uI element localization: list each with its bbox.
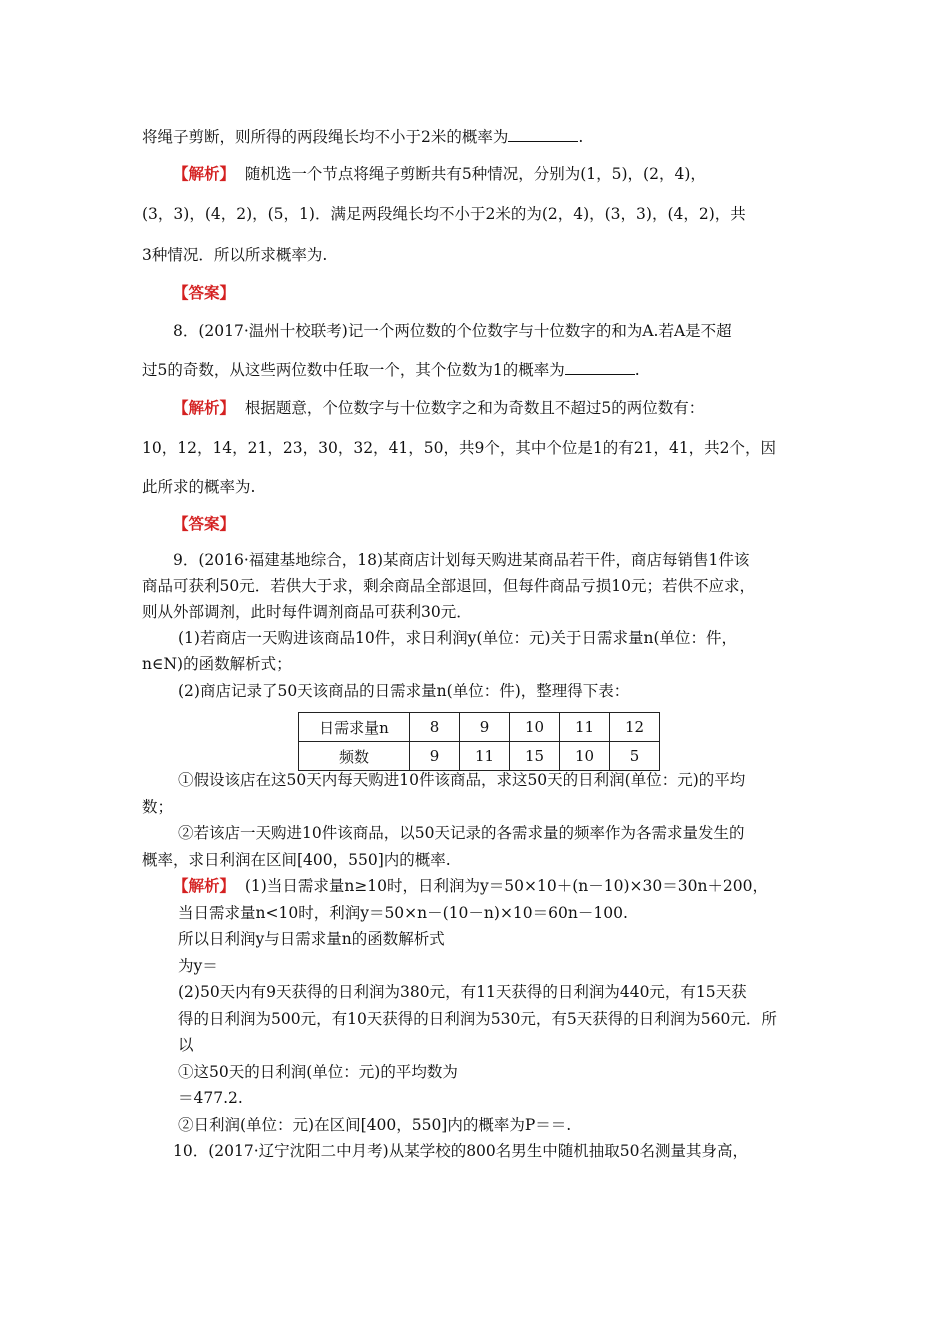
analysis-tag: 【解析】 xyxy=(173,876,236,895)
q8-line1: 8．(2017·温州十校联考)记一个两位数的个位数字与十位数字的和为A.若A是不超 xyxy=(173,322,732,340)
table-header-cell: 频数 xyxy=(299,742,410,771)
q8-answer-tag: 【答案】 xyxy=(173,514,236,533)
answer-blank xyxy=(565,360,635,375)
table-cell: 10 xyxy=(510,713,560,742)
table-cell: 10 xyxy=(560,742,610,771)
q9-line3: 则从外部调剂，此时每件调剂商品可获利30元． xyxy=(142,603,472,621)
q9-part2: (2)商店记录了50天该商品的日需求量n(单位：件)，整理得下表： xyxy=(178,682,630,700)
q7-analysis3: 3种情况．所以所求概率为. xyxy=(142,246,328,264)
table-cell: 11 xyxy=(560,713,610,742)
q7-line1: 将绳子剪断，则所得的两段绳长均不小于2米的概率为 . xyxy=(142,128,584,146)
table-row xyxy=(299,742,660,771)
q9-analysis3: 所以日利润y与日需求量n的函数解析式 xyxy=(178,930,445,948)
q9-analysis4: 为y＝ xyxy=(178,957,218,975)
q9-analysis7: 以 xyxy=(178,1036,194,1054)
q8-analysis1: 【解析】 根据题意，个位数字与十位数字之和为奇数且不超过5的两位数有： xyxy=(173,398,705,417)
q9-analysis1: 【解析】 (1)当日需求量n≥10时，日利润为y＝50×10＋(n－10)×30＝30n＋200， xyxy=(173,876,769,895)
analysis-tag: 【解析】 xyxy=(173,164,236,183)
q9-line1: 9．(2016·福建基地综合，18)某商店计划每天购进某商品若干件，商店每销售1件该 xyxy=(173,551,750,569)
demand-frequency-table xyxy=(298,712,660,771)
table-cell: 15 xyxy=(510,742,560,771)
q7-analysis1: 【解析】 随机选一个节点将绳子剪断共有5种情况，分别为(1，5)，(2，4)， xyxy=(173,164,706,183)
q8-line2: 过5的奇数，从这些两位数中任取一个，其个位数为1的概率为 . xyxy=(142,361,640,379)
table-cell: 9 xyxy=(460,713,510,742)
q9-analysis9: ＝477.2. xyxy=(178,1089,243,1107)
q9-part1b: n∈N)的函数解析式； xyxy=(142,655,292,673)
q9-analysis10: ②日利润(单位：元)在区间[400，550]内的概率为P＝＝. xyxy=(178,1116,572,1134)
q9-part1a: (1)若商店一天购进该商品10件，求日利润y(单位：元)关于日需求量n(单位：件， xyxy=(178,629,738,647)
q9-sub2a: ②若该店一天购进10件该商品，以50天记录的各需求量的频率作为各需求量发生的 xyxy=(178,824,745,842)
table-cell: 9 xyxy=(410,742,460,771)
table-cell: 5 xyxy=(610,742,660,771)
table-cell: 8 xyxy=(410,713,460,742)
answer-blank xyxy=(508,127,578,142)
q7-analysis2: (3，3)，(4，2)，(5，1)．满足两段绳长均不小于2米的为(2，4)，(3，3)，(4，2)，共 xyxy=(142,205,746,223)
q9-analysis5: (2)50天内有9天获得的日利润为380元，有11天获得的日利润为440元，有15天获 xyxy=(178,983,747,1001)
table-row xyxy=(299,713,660,742)
analysis-tag: 【解析】 xyxy=(173,398,236,417)
q9-analysis6: 得的日利润为500元，有10天获得的日利润为530元，有5天获得的日利润为560元．所 xyxy=(178,1010,777,1028)
q9-sub1a: ①假设该店在这50天内每天购进10件该商品，求这50天的日利润(单位：元)的平均 xyxy=(178,771,746,789)
q9-sub1b: 数； xyxy=(142,798,174,816)
q10-line1: 10．(2017·辽宁沈阳二中月考)从某学校的800名男生中随机抽取50名测量其身高， xyxy=(173,1142,749,1160)
q7-answer-tag: 【答案】 xyxy=(173,283,236,302)
q9-sub2b: 概率，求日利润在区间[400，550]内的概率. xyxy=(142,851,451,869)
q9-line2: 商品可获利50元．若供大于求，剩余商品全部退回，但每件商品亏损10元；若供不应求， xyxy=(142,577,755,595)
q8-analysis2: 10，12，14，21，23，30，32，41，50，共9个，其中个位是1的有21，41，共2个，因 xyxy=(142,439,777,457)
table-cell: 12 xyxy=(610,713,660,742)
q9-analysis2: 当日需求量n<10时，利润y＝50×n－(10－n)×10＝60n－100. xyxy=(178,904,628,922)
table-cell: 11 xyxy=(460,742,510,771)
table-header-cell: 日需求量n xyxy=(299,713,410,742)
q8-analysis3: 此所求的概率为. xyxy=(142,478,256,496)
q9-analysis8: ①这50天的日利润(单位：元)的平均数为 xyxy=(178,1063,458,1081)
